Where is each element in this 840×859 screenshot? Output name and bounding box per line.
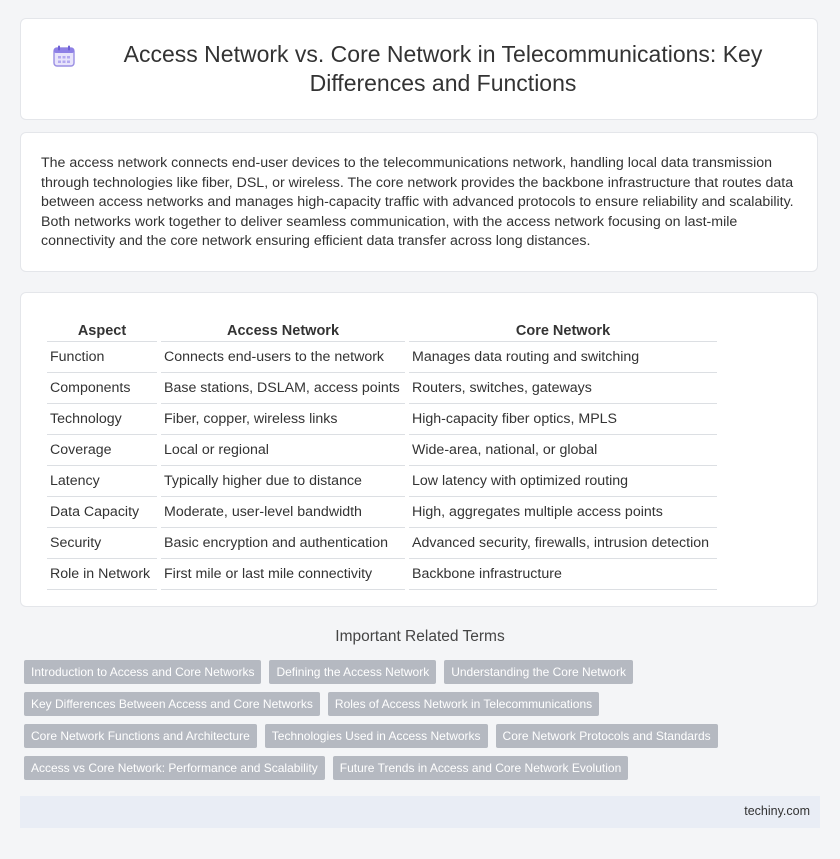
footer-site-link[interactable]: techiny.com (744, 804, 810, 818)
related-term-tag[interactable]: Introduction to Access and Core Networks (24, 660, 261, 684)
cell-access: Moderate, user-level bandwidth (161, 497, 405, 528)
related-term-tag[interactable]: Core Network Protocols and Standards (496, 724, 718, 748)
cell-access: Base stations, DSLAM, access points (161, 373, 405, 404)
cell-access: Connects end-users to the network (161, 342, 405, 373)
intro-paragraph: The access network connects end-user devices to the telecommunications network, handling local data transmission through technologies like fiber, DSL, or wireless. The core network provides the backbone infrastructure that routes data between access networks and manages high-capacity traffic with advanced protocols to ensure reliability and scalability. Both networks work together to deliver seamless communication, with the access network focusing on last-mile connectivity and the core network ensuring efficient data transfer across long distances. (41, 155, 794, 250)
calendar-icon (51, 43, 77, 69)
related-term-tag[interactable]: Future Trends in Access and Core Network Evolution (333, 756, 628, 780)
cell-aspect: Coverage (47, 435, 157, 466)
table-row (47, 497, 717, 528)
cell-aspect: Role in Network (47, 559, 157, 590)
cell-core: Backbone infrastructure (409, 559, 717, 590)
cell-access: Fiber, copper, wireless links (161, 404, 405, 435)
cell-access: Typically higher due to distance (161, 466, 405, 497)
related-terms-list (24, 660, 784, 780)
header-aspect: Aspect (47, 313, 157, 342)
cell-access: Basic encryption and authentication (161, 528, 405, 559)
related-term-tag[interactable]: Roles of Access Network in Telecommunications (328, 692, 599, 716)
related-term-tag[interactable]: Access vs Core Network: Performance and Scalability (24, 756, 325, 780)
related-term-tag[interactable]: Defining the Access Network (269, 660, 436, 684)
header-access-network: Access Network (161, 313, 405, 342)
cell-core: Advanced security, firewalls, intrusion detection (409, 528, 717, 559)
comparison-table (43, 313, 721, 590)
cell-aspect: Components (47, 373, 157, 404)
related-term-tag[interactable]: Understanding the Core Network (444, 660, 633, 684)
cell-access: First mile or last mile connectivity (161, 559, 405, 590)
title-row (21, 19, 817, 119)
cell-aspect: Data Capacity (47, 497, 157, 528)
related-term-tag[interactable]: Key Differences Between Access and Core Networks (24, 692, 320, 716)
cell-core: High, aggregates multiple access points (409, 497, 717, 528)
related-term-tag[interactable]: Core Network Functions and Architecture (24, 724, 257, 748)
table-row (47, 373, 717, 404)
table-row (47, 404, 717, 435)
header-core-network: Core Network (409, 313, 717, 342)
table-row (47, 559, 717, 590)
cell-aspect: Latency (47, 466, 157, 497)
cell-core: High-capacity fiber optics, MPLS (409, 404, 717, 435)
related-terms-title: Important Related Terms (335, 628, 505, 645)
table-row (47, 342, 717, 373)
comparison-card (20, 292, 818, 607)
cell-core: Wide-area, national, or global (409, 435, 717, 466)
intro-card (20, 132, 818, 272)
cell-core: Low latency with optimized routing (409, 466, 717, 497)
table-header-row (47, 313, 717, 342)
footer (20, 796, 820, 828)
cell-aspect: Technology (47, 404, 157, 435)
cell-aspect: Security (47, 528, 157, 559)
table-row (47, 528, 717, 559)
cell-core: Routers, switches, gateways (409, 373, 717, 404)
related-term-tag[interactable]: Technologies Used in Access Networks (265, 724, 488, 748)
cell-aspect: Function (47, 342, 157, 373)
cell-core: Manages data routing and switching (409, 342, 717, 373)
title-card (20, 18, 818, 120)
page-title: Access Network vs. Core Network in Telecommunications: Key Differences and Functions (123, 41, 763, 96)
table-row (47, 466, 717, 497)
table-row (47, 435, 717, 466)
cell-access: Local or regional (161, 435, 405, 466)
